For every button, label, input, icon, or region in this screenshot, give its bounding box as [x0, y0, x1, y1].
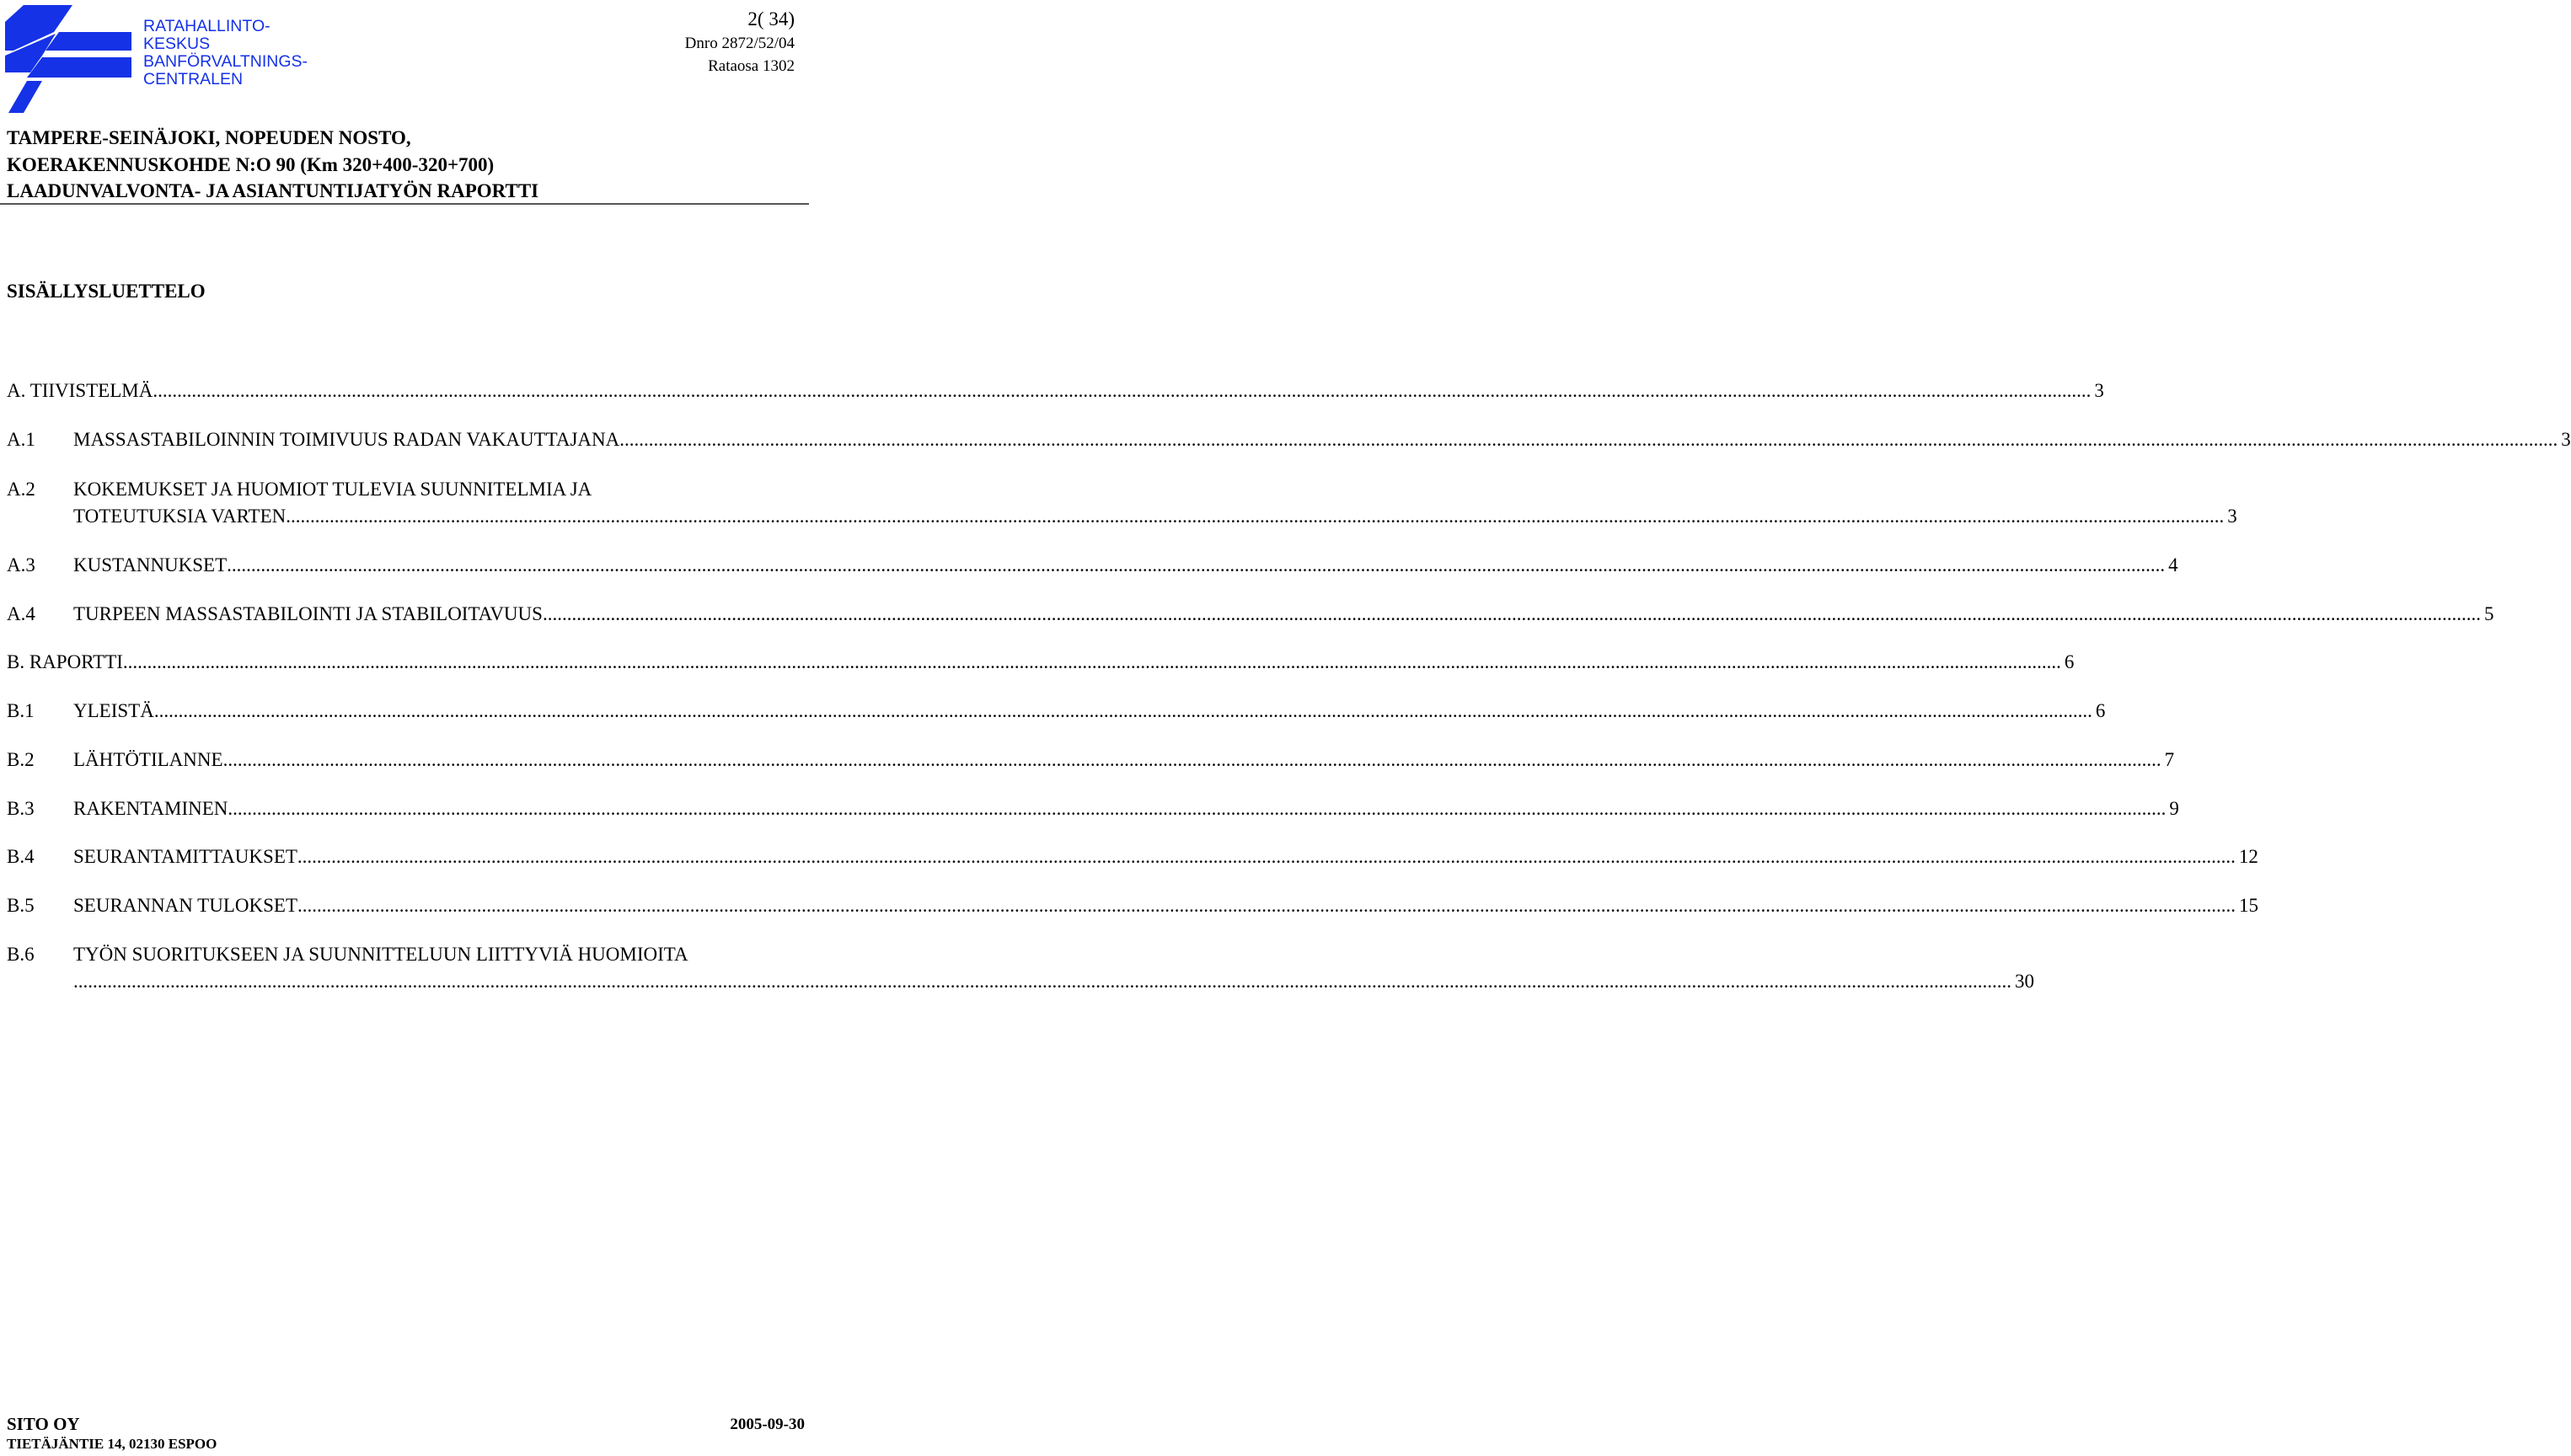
toc-number: A.1	[7, 429, 35, 450]
toc-page: 4	[2168, 554, 2178, 575]
rataosa: Rataosa 1302	[708, 57, 795, 75]
toc-entry[interactable]	[7, 476, 804, 503]
toc-page: 3	[2561, 429, 2571, 450]
toc-title: TOTEUTUKSIA VARTEN	[73, 506, 287, 527]
leader-dots: ................................................................................................................................................................................................................................................................................................................................................................................................................	[227, 554, 2166, 575]
toc-entry[interactable]	[7, 601, 2494, 628]
leader-dots: ................................................................................................................................................................................................................................................................................................................................................................................................................	[153, 380, 2092, 401]
toc-entry[interactable]	[7, 941, 804, 968]
toc-number: B.2	[7, 749, 35, 770]
leader-dots: ................................................................................................................................................................................................................................................................................................................................................................................................................	[619, 429, 2558, 450]
org-line: RATAHALLINTO-	[143, 17, 270, 35]
leader-dots: ................................................................................................................................................................................................................................................................................................................................................................................................................	[122, 651, 2061, 672]
toc-title: RAKENTAMINEN	[73, 798, 228, 819]
toc-title: KUSTANNUKSET	[73, 554, 228, 575]
page-number: 2( 34)	[747, 8, 795, 29]
leader-dots: ................................................................................................................................................................................................................................................................................................................................................................................................................	[153, 700, 2092, 721]
toc-title: TURPEEN MASSASTABILOINTI JA STABILOITAVUUS	[73, 603, 543, 624]
toc-number: B.5	[7, 895, 35, 916]
footer-company	[7, 1413, 217, 1453]
org-line: BANFÖRVALTNINGS-	[143, 52, 308, 71]
toc-number: B.6	[7, 944, 35, 965]
document-reference	[685, 7, 795, 78]
leader-dots: ................................................................................................................................................................................................................................................................................................................................................................................................................	[73, 971, 2011, 992]
toc-page: 5	[2483, 603, 2494, 624]
title-line: KOERAKENNUSKOHDE N:O 90 (Km 320+400-320+700)	[7, 153, 495, 175]
org-line: CENTRALEN	[143, 70, 244, 88]
document-title	[7, 125, 538, 205]
header-divider	[0, 203, 809, 205]
toc-page: 12	[2238, 846, 2258, 867]
toc-number: B.4	[7, 846, 35, 867]
dnro: Dnro 2872/52/04	[684, 35, 795, 52]
toc-page: 9	[2169, 798, 2179, 819]
toc-entry[interactable]	[7, 426, 2571, 453]
toc-page: 6	[2064, 651, 2075, 672]
footer-date: 2005-09-30	[730, 1416, 805, 1433]
toc-title: MASSASTABILOINNIN TOIMIVUUS RADAN VAKAUTTAJANA	[73, 429, 620, 450]
leader-dots: ................................................................................................................................................................................................................................................................................................................................................................................................................	[297, 895, 2236, 916]
org-line: KESKUS	[143, 35, 211, 53]
toc-number: B.3	[7, 798, 35, 819]
company-address: TIETÄJÄNTIE 14, 02130 ESPOO	[7, 1436, 217, 1452]
toc-title: SEURANNAN TULOKSET	[73, 895, 297, 916]
toc-entry[interactable]	[7, 552, 2178, 579]
ratahallintokeskus-logo	[5, 5, 140, 113]
toc-number: A.2	[7, 479, 35, 500]
company-name: SITO OY	[7, 1414, 80, 1434]
toc-page: 15	[2239, 895, 2258, 916]
toc-entry[interactable]	[7, 843, 2258, 870]
toc-entry[interactable]	[7, 377, 2104, 404]
toc-page: 30	[2015, 971, 2034, 992]
toc-entry[interactable]	[7, 747, 2175, 774]
toc-entry[interactable]	[7, 892, 2258, 919]
toc-number: B.1	[7, 700, 35, 721]
toc-entry-continued[interactable]	[7, 503, 2237, 530]
toc-page: 7	[2164, 749, 2175, 770]
organization-name	[143, 18, 308, 88]
toc-entry-continued[interactable]	[7, 968, 2034, 995]
toc-title: TYÖN SUORITUKSEEN JA SUUNNITTELUUN LIITTYVIÄ HUOMIOITA	[73, 944, 688, 965]
toc-title: YLEISTÄ	[73, 700, 154, 721]
leader-dots: ................................................................................................................................................................................................................................................................................................................................................................................................................	[286, 506, 2225, 527]
toc-number: A.3	[7, 554, 35, 575]
toc-entry[interactable]	[7, 795, 2179, 822]
toc-page: 3	[2094, 380, 2104, 401]
toc-title: SEURANTAMITTAUKSET	[73, 846, 297, 867]
toc-page: 3	[2227, 506, 2237, 527]
toc-title: A. TIIVISTELMÄ	[7, 380, 153, 401]
toc-heading: SISÄLLYSLUETTELO	[7, 281, 206, 302]
toc-title: KOKEMUKSET JA HUOMIOT TULEVIA SUUNNITELMIA JA	[73, 479, 592, 500]
toc-number: A.4	[7, 603, 35, 624]
toc-entry[interactable]	[7, 649, 2075, 676]
toc-title: LÄHTÖTILANNE	[73, 749, 223, 770]
toc-entry[interactable]	[7, 698, 2106, 725]
leader-dots: ................................................................................................................................................................................................................................................................................................................................................................................................................	[228, 798, 2167, 819]
leader-dots: ................................................................................................................................................................................................................................................................................................................................................................................................................	[297, 846, 2236, 867]
toc-page: 6	[2095, 700, 2106, 721]
title-line: TAMPERE-SEINÄJOKI, NOPEUDEN NOSTO,	[7, 127, 411, 148]
toc-title: B. RAPORTTI	[7, 651, 123, 672]
title-line: LAADUNVALVONTA- JA ASIANTUNTIJATYÖN RAPORTTI	[7, 180, 539, 201]
leader-dots: ................................................................................................................................................................................................................................................................................................................................................................................................................	[222, 749, 2161, 770]
leader-dots: ................................................................................................................................................................................................................................................................................................................................................................................................................	[542, 603, 2481, 624]
